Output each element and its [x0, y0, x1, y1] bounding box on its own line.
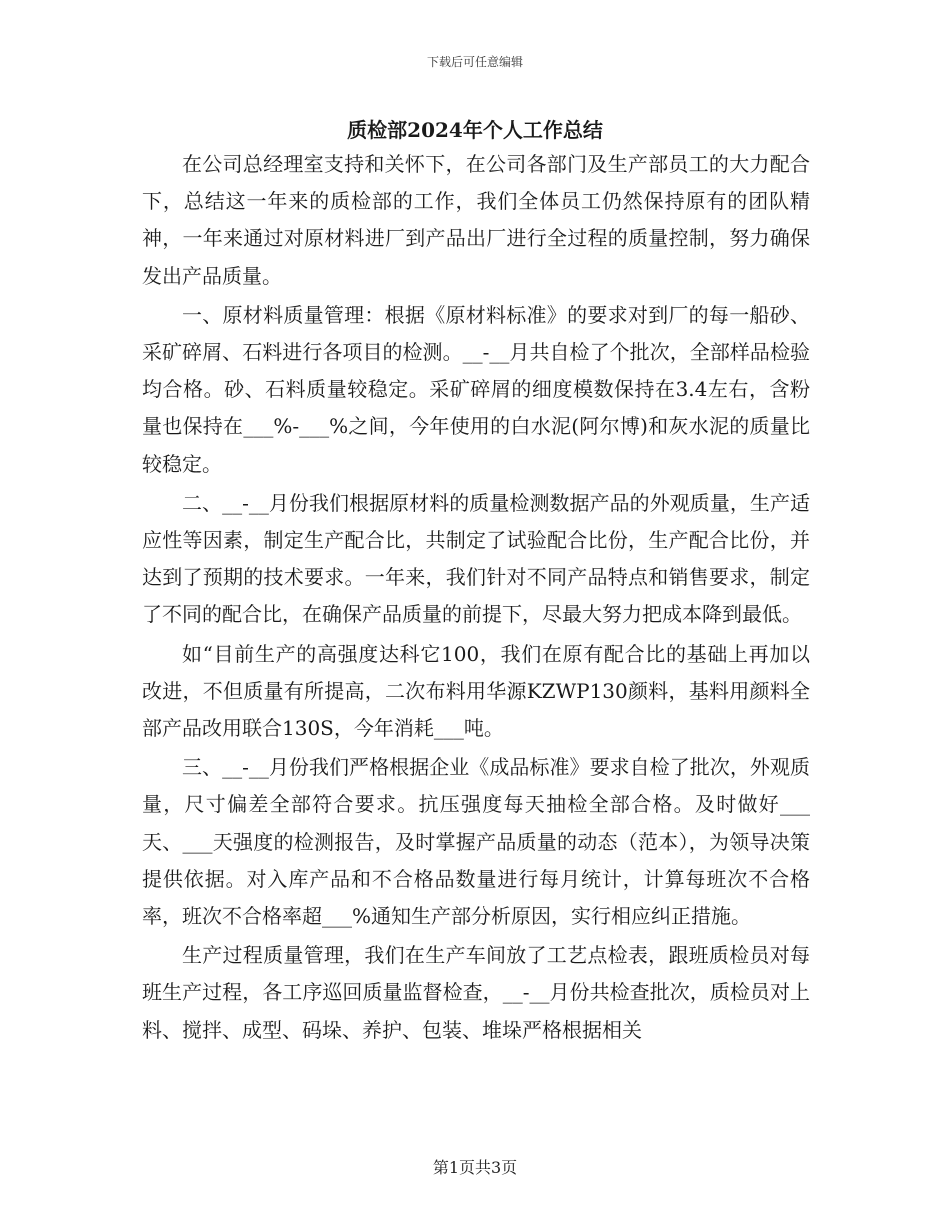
paragraph-pigment: 如“目前生产的高强度达科它100，我们在原有配合比的基础上再加以改进，不但质量有所提高，二次布料用华源KZWP130颜料，基料用颜料全部产品改用联合130S，今年消耗___吨。: [142, 641, 810, 741]
document-body: [142, 146, 810, 1049]
paragraph-raw-materials: 一、原材料质量管理：根据《原材料标准》的要求对到厂的每一船砂、采矿碎屑、石料进行各项目的检测。__-__月共自检了个批次，全部样品检验均合格。砂、石料质量较稳定。采矿碎屑的细度模数保持在3.4左右，含粉量也保持在___%-___%之间，今年使用的白水泥(阿尔博)和灰水泥的质量比较稳定。: [142, 302, 810, 476]
document-title: 质检部2024年个人工作总结: [347, 118, 603, 142]
paragraph-mix-ratio: 二、__-__月份我们根据原材料的质量检测数据产品的外观质量，生产适应性等因素，制定生产配合比，共制定了试验配合比份，生产配合比份，并达到了预期的技术要求。一年来，我们针对不同产品特点和销售要求，制定了不同的配合比，在确保产品质量的前提下，尽最大努力把成本降到最低。: [142, 490, 810, 627]
page-footer: 第1页共3页: [432, 1158, 518, 1177]
paragraph-finished-products: 三、__-__月份我们严格根据企业《成品标准》要求自检了批次，外观质量，尺寸偏差全部符合要求。抗压强度每天抽检全部合格。及时做好___天、___天强度的检测报告，及时掌握产品质量的动态（范本），为领导决策提供依据。对入库产品和不合格品数量进行每月统计，计算每班次不合格率，班次不合格率超___%通知生产部分析原因，实行相应纠正措施。: [142, 755, 810, 929]
paragraph-intro: 在公司总经理室支持和关怀下，在公司各部门及生产部员工的大力配合下，总结这一年来的质检部的工作，我们全体员工仍然保持原有的团队精神，一年来通过对原材料进厂到产品出厂进行全过程的质量控制，努力确保发出产品质量。: [142, 152, 810, 288]
header-note: 下载后可任意编辑: [426, 55, 523, 69]
paragraph-process-control: 生产过程质量管理，我们在生产车间放了工艺点检表，跟班质检员对每班生产过程，各工序巡回质量监督检查，__-__月份共检查批次，质检员对上料、搅拌、成型、码垛、养护、包装、堆垛严格根据相关: [142, 943, 810, 1042]
